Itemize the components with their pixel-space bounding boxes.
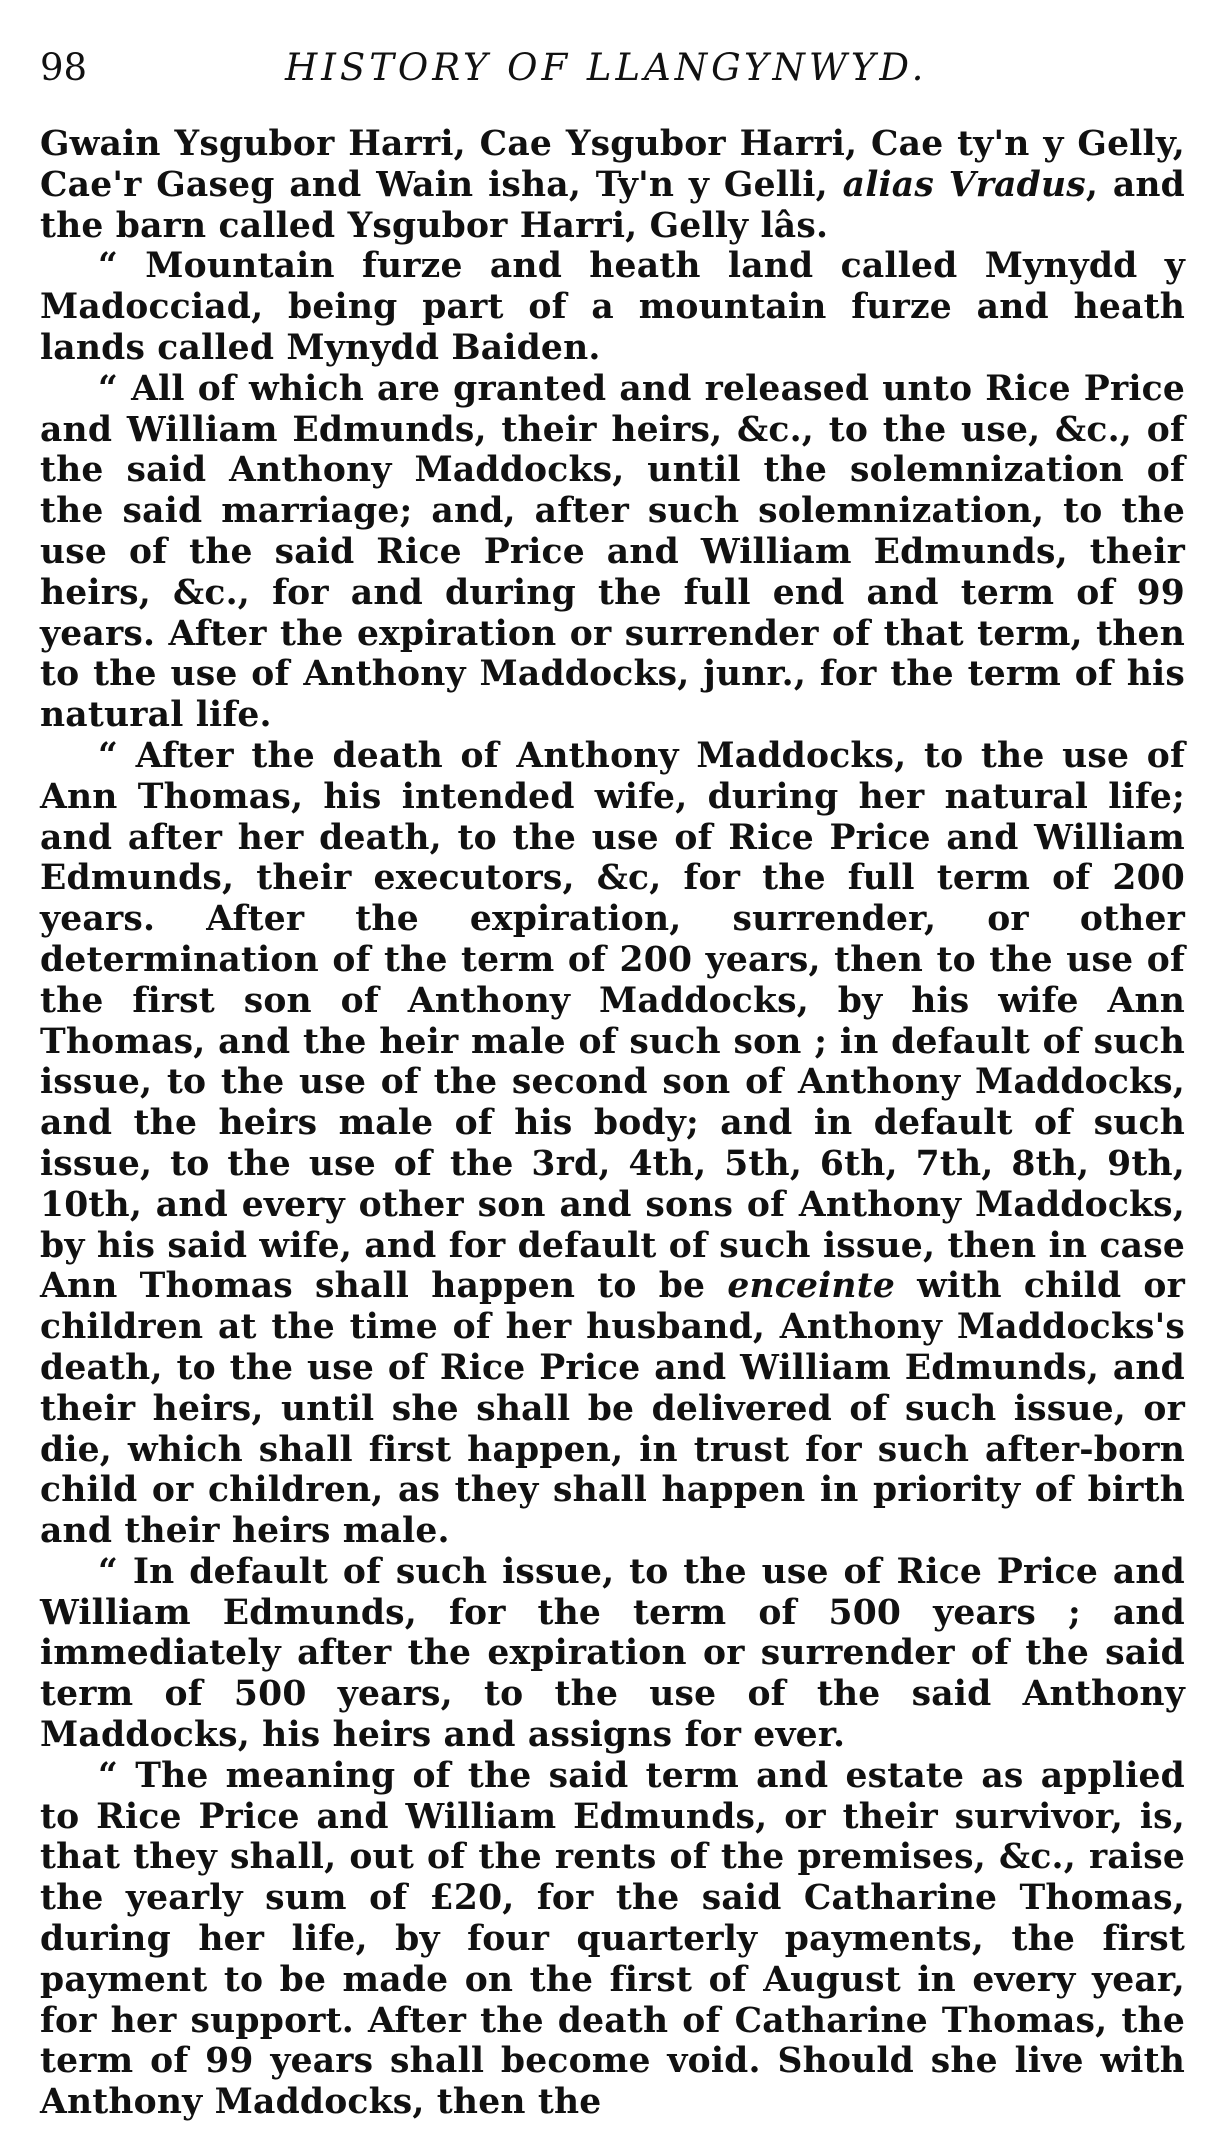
italic-phrase: enceinte	[727, 1266, 895, 1307]
book-page	[40, 38, 1185, 2123]
page-header	[40, 38, 1185, 98]
paragraph: “ All of which are granted and released unto Rice Price and William Edmunds, their heirs, &c., to the use, &c., of the said Anthony Maddocks, until the solemnization of the said marriage; and, after such solemnization, to the use of the said Rice Price and William Edmunds, their heirs, &c., for and during the full end and term of 99 years. After the expiration or surrender of that term, then to the use of Anthony Maddocks, junr., for the term of his natural life.	[40, 368, 1185, 736]
body-text	[40, 124, 1185, 2123]
paragraph: “ The meaning of the said term and estate as applied to Rice Price and William Edmunds, or their survivor, is, that they shall, out of the rents of the premises, &c., raise the yearly sum of £20, for the said Catharine Thomas, during her life, by four quarterly payments, the first payment to be made on the first of August in every year, for her support. After the death of Catharine Thomas, the term of 99 years shall become void. Should she live with Anthony Maddocks, then the	[40, 1755, 1185, 2123]
paragraph: “ After the death of Anthony Maddocks, to the use of Ann Thomas, his intended wife, during her natural life; and after her death, to the use of Rice Price and William Edmunds, their executors, &c, for the full term of 200 years. After the expiration, surrender, or other determination of the term of 200 years, then to the use of the first son of Anthony Maddocks, by his wife Ann Thomas, and the heir male of such son ; in default of such issue, to the use of the second son of Anthony Maddocks, and the heirs male of his body; and in default of such issue, to the use of the 3rd, 4th, 5th, 6th, 7th, 8th, 9th, 10th, and every other son and sons of Anthony Maddocks, by his said wife, and for default of such issue, then in case Ann Thomas shall happen to be enceinte with child or children at the time of her husband, Anthony Maddocks's death, to the use of Rice Price and William Edmunds, and their heirs, until she shall be delivered of such issue, or die, which shall first happen, in trust for such after-born child or children, as they shall happen in priority of birth and their heirs male.	[40, 735, 1185, 1552]
page-number: 98	[40, 46, 88, 89]
paragraph: Gwain Ysgubor Harri, Cae Ysgubor Harri, Cae ty'n y Gelly, Cae'r Gaseg and Wain isha, Ty'n y Gelli, alias Vradus, and the barn called Ysgubor Harri, Gelly lâs.	[40, 124, 1185, 246]
italic-phrase: alias Vradus	[842, 164, 1086, 205]
running-head: HISTORY OF LLANGYNWYD.	[285, 46, 928, 89]
paragraph: “ In default of such issue, to the use of Rice Price and William Edmunds, for the term of 500 years ; and immediately after the expiration or surrender of the said term of 500 years, to the use of the said Anthony Maddocks, his heirs and assigns for ever.	[40, 1551, 1185, 1756]
paragraph: “ Mountain furze and heath land called Mynydd y Madocciad, being part of a mountain furze and heath lands called Mynydd Baiden.	[40, 246, 1185, 368]
